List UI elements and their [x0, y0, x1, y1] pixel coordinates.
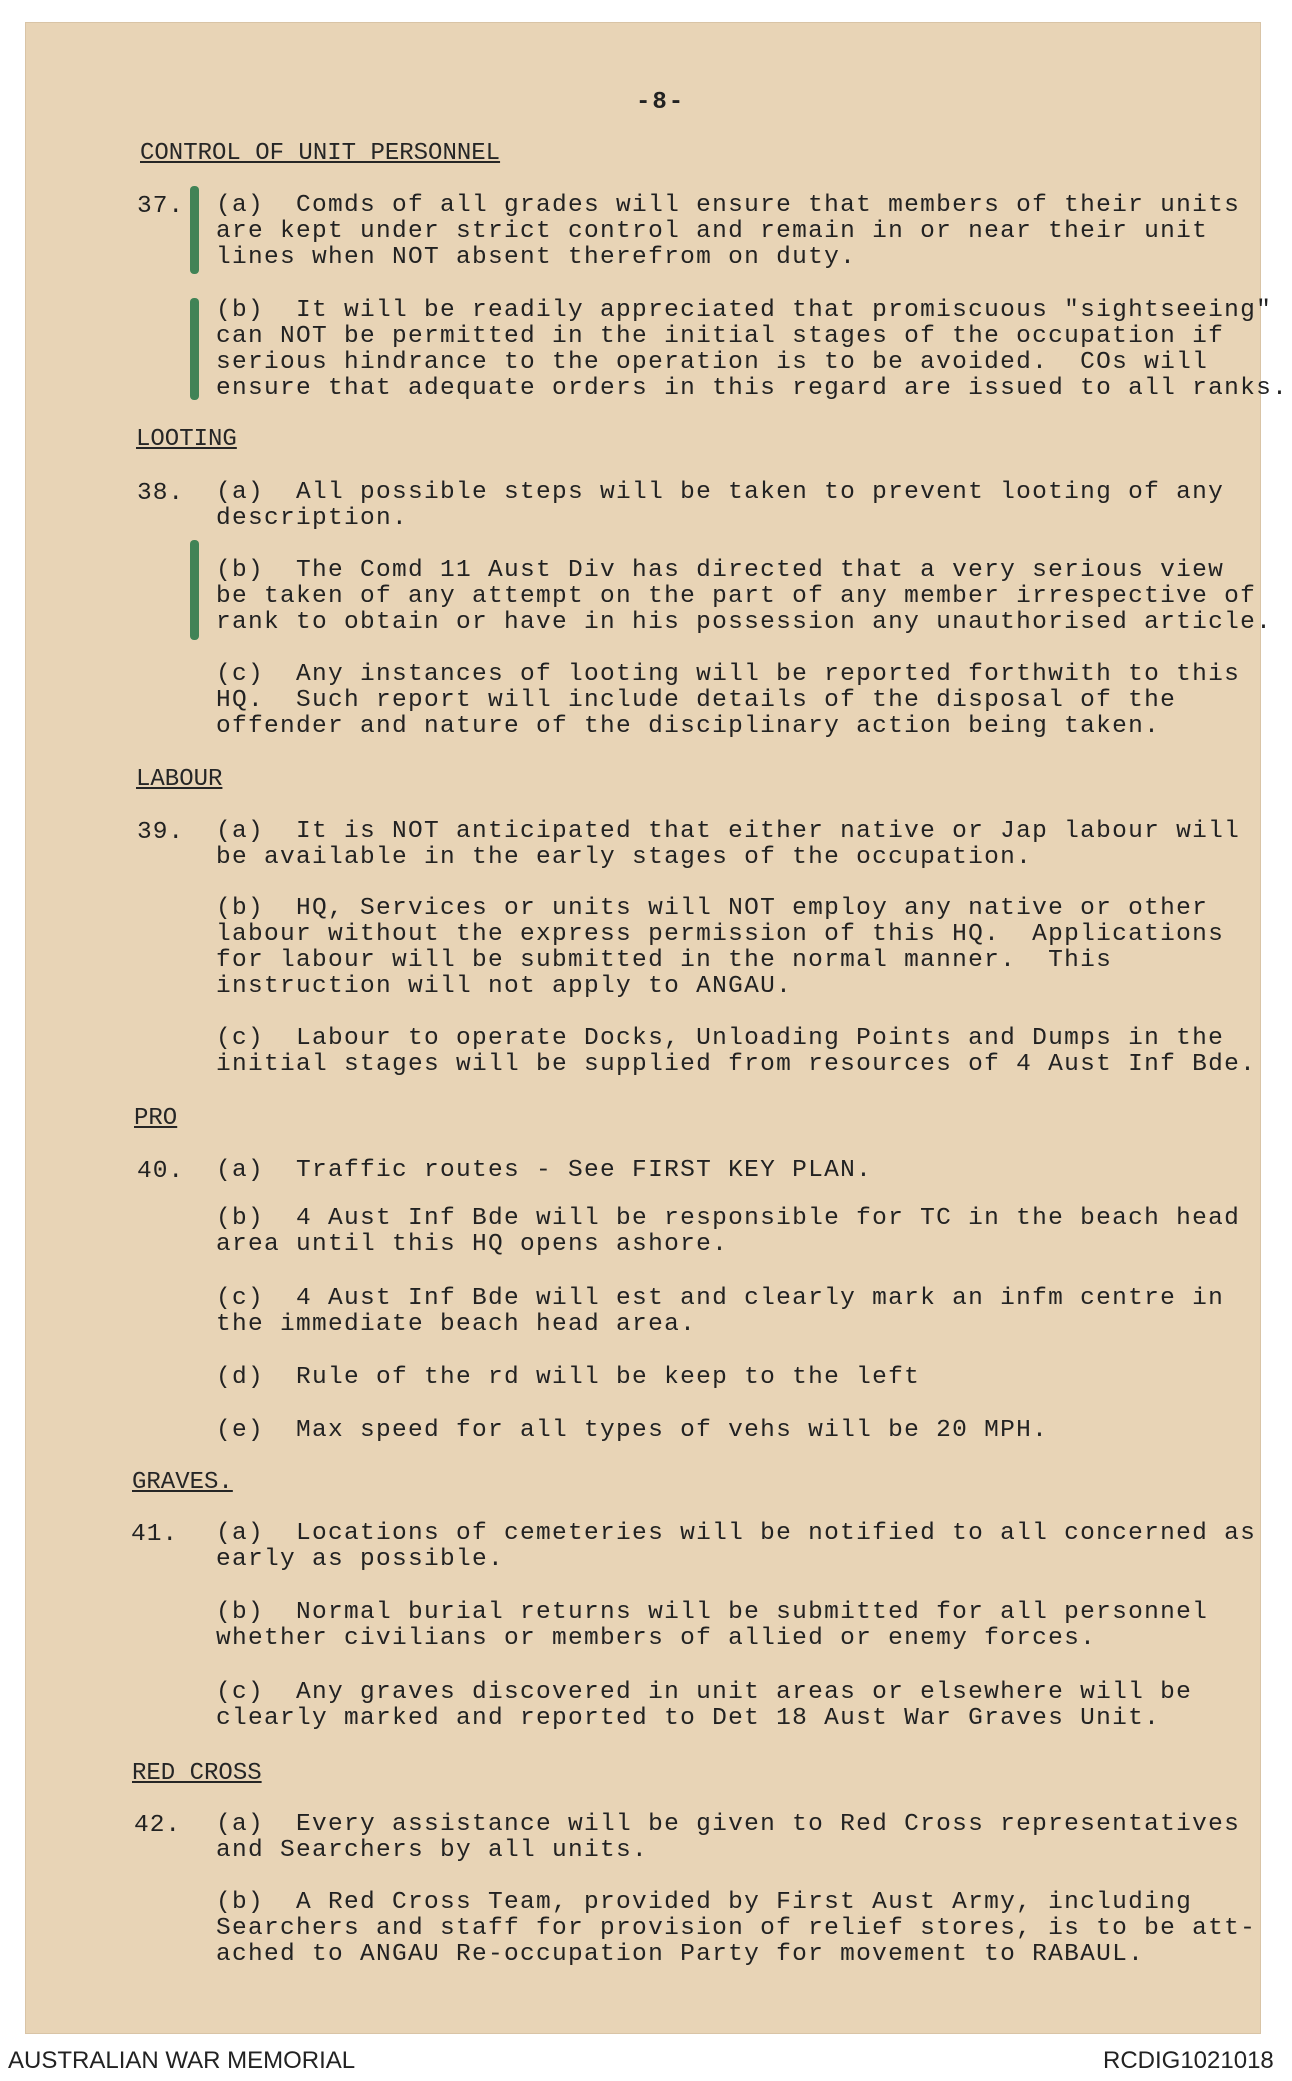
paragraph-42b: (b) A Red Cross Team, provided by First Aust Army, including Searchers and staff for provision of relief stores, is to be att- ached to ANGAU Re-occupation Party for movement to RABAUL.	[216, 1889, 1257, 1968]
margin-mark	[190, 540, 199, 640]
section-heading-labour: LABOUR	[136, 766, 223, 793]
paragraph-37a: (a) Comds of all grades will ensure that members of their units are kept under strict control and remain in or near their unit lines when NOT absent therefrom on duty.	[216, 192, 1241, 271]
footer-archive-name: AUSTRALIAN WAR MEMORIAL	[8, 2047, 356, 2074]
paragraph-number-39: 39.	[137, 819, 185, 846]
paragraph-39a: (a) It is NOT anticipated that either native or Jap labour will be available in the early stages of the occupation.	[216, 818, 1241, 871]
paragraph-40d: (d) Rule of the rd will be keep to the left	[216, 1364, 921, 1391]
paragraph-41a: (a) Locations of cemeteries will be notified to all concerned as early as possible.	[216, 1520, 1257, 1573]
paragraph-41c: (c) Any graves discovered in unit areas or elsewhere will be clearly marked and reported to Det 18 Aust War Graves Unit.	[216, 1679, 1193, 1732]
margin-mark	[190, 298, 199, 400]
paragraph-number-37: 37.	[137, 193, 185, 220]
page-number: -8-	[636, 89, 686, 116]
paragraph-40e: (e) Max speed for all types of vehs will be 20 MPH.	[216, 1417, 1049, 1444]
paragraph-number-42: 42.	[134, 1812, 182, 1839]
paragraph-38a: (a) All possible steps will be taken to prevent looting of any description.	[216, 479, 1225, 532]
paragraph-40b: (b) 4 Aust Inf Bde will be responsible for TC in the beach head area until this HQ opens ashore.	[216, 1205, 1241, 1258]
paragraph-number-40: 40.	[137, 1158, 185, 1185]
paragraph-40c: (c) 4 Aust Inf Bde will est and clearly mark an infm centre in the immediate beach head area.	[216, 1285, 1225, 1338]
paragraph-number-41: 41.	[131, 1521, 179, 1548]
paragraph-38c: (c) Any instances of looting will be reported forthwith to this HQ. Such report will include details of the disposal of the offender and nature of the disciplinary action being taken.	[216, 661, 1241, 740]
margin-mark	[190, 186, 199, 274]
section-heading-looting: LOOTING	[136, 426, 237, 453]
paragraph-41b: (b) Normal burial returns will be submitted for all personnel whether civilians or members of allied or enemy forces.	[216, 1599, 1209, 1652]
paragraph-39b: (b) HQ, Services or units will NOT employ any native or other labour without the express permission of this HQ. Applications for labour will be submitted in the normal manner. This instruction will not apply to ANGAU.	[216, 895, 1225, 1000]
paragraph-39c: (c) Labour to operate Docks, Unloading Points and Dumps in the initial stages will be supplied from resources of 4 Aust Inf Bde.	[216, 1025, 1257, 1078]
section-heading-graves: GRAVES.	[132, 1469, 233, 1496]
section-heading-control-of-unit-personnel: CONTROL OF UNIT PERSONNEL	[140, 140, 501, 167]
footer-record-id: RCDIG1021018	[1103, 2047, 1274, 2074]
section-heading-pro: PRO	[134, 1105, 178, 1132]
paragraph-number-38: 38.	[137, 480, 185, 507]
section-heading-red-cross: RED CROSS	[132, 1760, 262, 1787]
paragraph-42a: (a) Every assistance will be given to Red Cross representatives and Searchers by all units.	[216, 1811, 1241, 1864]
paragraph-37b: (b) It will be readily appreciated that promiscuous "sightseeing" can NOT be permitted in the initial stages of the occupation if serious hindrance to the operation is to be avoided. COs will ensure that adequate orders in this regard are issued to all ranks.	[216, 297, 1289, 402]
paragraph-40a: (a) Traffic routes - See FIRST KEY PLAN.	[216, 1157, 873, 1184]
paragraph-38b: (b) The Comd 11 Aust Div has directed that a very serious view be taken of any attempt on the part of any member irrespective of rank to obtain or have in his possession any unauthorised article.	[216, 557, 1273, 636]
